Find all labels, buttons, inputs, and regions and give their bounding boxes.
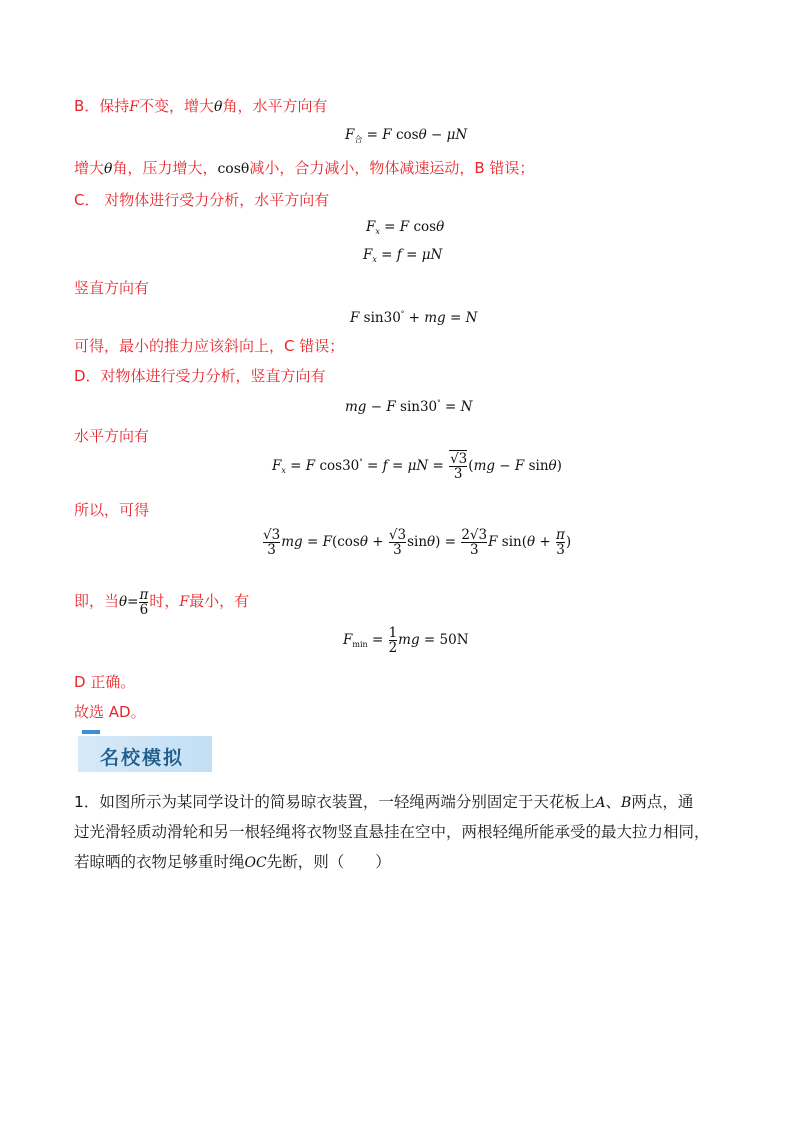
banner-accent (82, 730, 100, 734)
text: 减小，合力减小，物体减速运动，B 错误； (249, 159, 535, 177)
answer-line: 故选 AD。 (74, 703, 146, 721)
so-can-get-label: 所以，可得 (74, 501, 150, 519)
option-c-conclusion: 可得，最小的推力应该斜向上，C 错误； (74, 337, 345, 355)
horizontal-direction-label: 水平方向有 (74, 427, 150, 445)
text: 增大 (74, 159, 105, 177)
text: 不变，增大 (139, 97, 215, 115)
text: 即，当 (74, 592, 120, 610)
option-d-heading: D．对物体进行受力分析，竖直方向有 (74, 367, 326, 385)
cos-theta: cosθ (217, 161, 250, 177)
vertical-direction-label: 竖直方向有 (74, 279, 150, 297)
var-theta: θ (214, 99, 223, 115)
text: 时， (149, 592, 180, 610)
text: 先断，则（ ） (266, 853, 391, 871)
option-b-detail (74, 158, 534, 179)
text: B．保持 (74, 97, 130, 115)
equation-f-min: $F_{min}$ = $\frac{1}{2}$ mg = 50N (343, 625, 469, 656)
question-line-1 (74, 792, 693, 813)
equation-horizontal-d: $F_x = F$ cos30° = f = μN = $\frac{√3}{3}$ (mg − F sinθ) (272, 451, 562, 482)
text: 若晾晒的衣物足够重时绳 (74, 853, 245, 871)
text: 1．如图所示为某同学设计的简易晾衣装置，一轻绳两端分别固定于天花板上 (74, 793, 596, 811)
text: 角，压力增大， (112, 159, 218, 177)
equation-vertical-c: F sin30° + mg = N (350, 310, 478, 326)
option-b-heading (74, 96, 327, 117)
var-theta: θ (104, 161, 113, 177)
equation-fx-cos: $F_x = F$ cosθ (366, 219, 445, 236)
point-b: B (621, 795, 632, 811)
var-F: F (179, 594, 190, 610)
equation-fx-friction: $F_x = f = \mu N$ (363, 247, 443, 264)
text: 、 (605, 793, 622, 811)
text: 角，水平方向有 (222, 97, 328, 115)
option-d-correct: D 正确。 (74, 673, 136, 691)
theta-equals-pi-over-6: θ= $\frac{\pi}{6}$ (119, 587, 149, 618)
condition-line (74, 588, 249, 617)
point-a: A (595, 795, 606, 811)
section-banner-label: 名校模拟 (100, 747, 185, 769)
text: 两点，通 (631, 793, 694, 811)
equation-combined: $\frac{√3}{3}$ mg = F(cosθ + $\frac{√3}{3}$ sinθ) = $\frac{2√3}{3}$ F sin(θ + $\frac{\pi}{3}$ ) (263, 527, 572, 558)
question-line-3 (74, 852, 391, 873)
equation-vertical-d: mg − F sin30° = N (345, 399, 473, 415)
question-line-2: 过光滑轻质动滑轮和另一根轻绳将衣物竖直悬挂在空中，两根轻绳所能承受的最大拉力相同， (74, 823, 710, 841)
rope-oc: OC (244, 855, 267, 871)
text: 最小，有 (189, 592, 250, 610)
equation-net-force: $F_合 = F$ cosθ − μN (345, 127, 468, 144)
option-c-heading: C． 对物体进行受力分析，水平方向有 (74, 191, 330, 209)
var-F: F (129, 99, 140, 115)
